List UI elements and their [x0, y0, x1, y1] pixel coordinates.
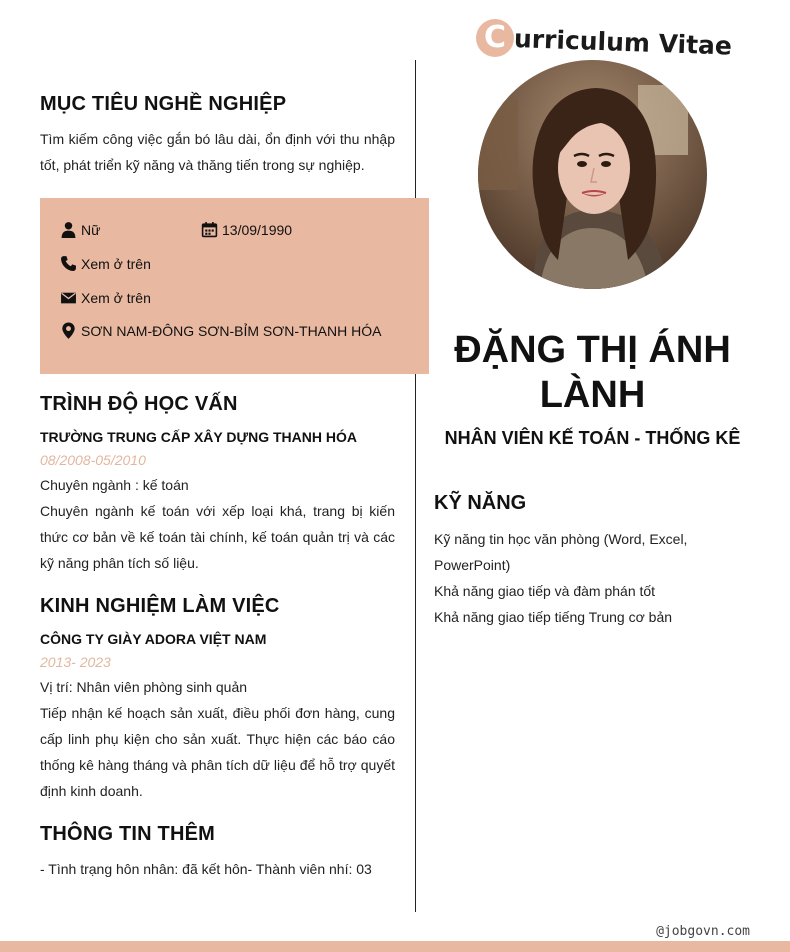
- email-row: [60, 289, 151, 306]
- job-title: NHÂN VIÊN KẾ TOÁN - THỐNG KÊ: [444, 428, 741, 448]
- education-description: Chuyên ngành kế toán với xếp loại khá, trang bị kiến thức cơ bản về kế toán tài chính, kế toán quản trị và các kỹ năng phân tích số liệu.: [40, 503, 395, 571]
- birthday-value: 13/09/1990: [222, 221, 293, 238]
- logo-text: urriculum Vitae: [513, 23, 733, 61]
- additional-heading: THÔNG TIN THÊM: [40, 823, 216, 845]
- logo-letter: C: [476, 19, 514, 57]
- contact-box: [40, 198, 429, 374]
- education-period: 08/2008-05/2010: [40, 452, 146, 468]
- location-pin-icon: [60, 322, 77, 339]
- education-school: TRƯỜNG TRUNG CẤP XÂY DỰNG THANH HÓA: [40, 429, 357, 445]
- phone-value: Xem ở trên: [81, 255, 151, 272]
- additional-text: - Tình trạng hôn nhân: đã kết hôn- Thành viên nhí: 03: [40, 861, 372, 877]
- full-name: [420, 328, 765, 418]
- experience-company: CÔNG TY GIÀY ADORA VIỆT NAM: [40, 631, 267, 647]
- skill-item: Kỹ năng tin học văn phòng (Word, Excel, PowerPoint): [434, 531, 688, 573]
- skill-item: Khả năng giao tiếp và đàm phán tốt: [434, 583, 656, 599]
- footer-bar: [0, 941, 790, 952]
- address-value: SƠN NAM-ĐÔNG SƠN-BỈM SƠN-THANH HÓA: [81, 322, 382, 339]
- person-icon: [60, 221, 77, 238]
- phone-row: [60, 255, 151, 272]
- gender-value: Nữ: [81, 221, 101, 238]
- gender-row: [60, 221, 100, 238]
- name-line-1: ĐẶNG THỊ ÁNH: [454, 329, 731, 371]
- skills-heading: KỸ NĂNG: [434, 492, 527, 514]
- phone-icon: [60, 255, 77, 272]
- email-value: Xem ở trên: [81, 289, 151, 306]
- address-row: [60, 322, 381, 339]
- objective-text: Tìm kiếm công việc gắn bó lâu dài, ổn định với thu nhập tốt, phát triển kỹ năng và thăng tiến trong sự nghiệp.: [40, 131, 395, 173]
- experience-heading: KINH NGHIỆM LÀM VIỆC: [40, 595, 280, 617]
- experience-position: Vị trí: Nhân viên phòng sinh quản: [40, 679, 248, 695]
- watermark: @jobgovn.com: [656, 924, 750, 939]
- experience-description: Tiếp nhận kế hoạch sản xuất, điều phối đơn hàng, cung cấp linh phụ kiện cho sản xuất. Thực hiện các báo cáo thống kê hàng tháng và phân tích dữ liệu để hỗ trợ quyết định kinh doanh.: [40, 705, 395, 799]
- education-heading: TRÌNH ĐỘ HỌC VẤN: [40, 393, 238, 415]
- column-divider: [415, 60, 416, 912]
- experience-period: 2013- 2023: [40, 654, 111, 670]
- name-line-2: LÀNH: [539, 374, 646, 416]
- skill-item: Khả năng giao tiếp tiếng Trung cơ bản: [434, 609, 673, 625]
- calendar-icon: [201, 221, 218, 238]
- envelope-icon: [60, 289, 77, 306]
- birthday-row: [201, 221, 292, 238]
- objective-heading: MỤC TIÊU NGHỀ NGHIỆP: [40, 93, 287, 115]
- cv-logo: [476, 18, 733, 61]
- education-major: Chuyên ngành : kế toán: [40, 477, 189, 493]
- profile-photo: [478, 60, 707, 289]
